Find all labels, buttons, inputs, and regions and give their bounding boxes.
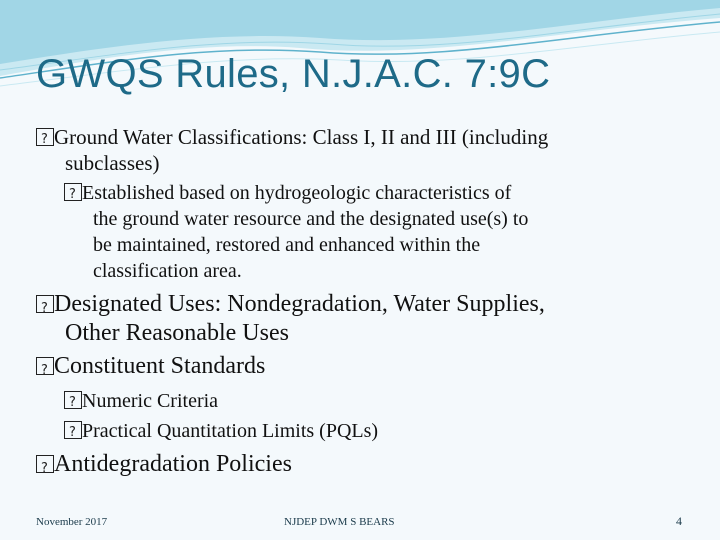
bullet-marker-icon: [36, 357, 54, 375]
bullet-text: Established based on hydrogeologic characteristics of: [82, 182, 512, 204]
sub-bullet-established: [64, 180, 528, 284]
bullet-text: Constituent Standards: [54, 353, 266, 379]
bullet-text: Ground Water Classifications: Class I, II and III (including: [54, 125, 549, 149]
bullet-text: Designated Uses: Nondegradation, Water Supplies,: [54, 291, 545, 317]
bullet-text: Antidegradation Policies: [54, 451, 292, 477]
bullet-marker-icon: [36, 295, 54, 313]
bullet-marker-icon: [64, 183, 82, 201]
bullet-text: Practical Quantitation Limits (PQLs): [82, 420, 379, 442]
bullet-classifications: [36, 124, 548, 176]
footer-center: NJDEP DWM S BEARS: [284, 516, 395, 528]
bullet-antidegradation: [36, 450, 292, 479]
bullet-marker-icon: [36, 128, 54, 146]
slide-title: GWQS Rules, N.J.A.C. 7:9C: [36, 52, 551, 96]
bullet-text-continued: subclasses): [65, 151, 160, 175]
sub-bullet-pqls: [64, 418, 378, 444]
bullet-text: Numeric Criteria: [82, 390, 219, 412]
bullet-marker-icon: [36, 455, 54, 473]
bullet-text-continued: be maintained, restored and enhanced within the: [93, 234, 481, 256]
bullet-marker-icon: [64, 421, 82, 439]
bullet-text-continued: Other Reasonable Uses: [65, 320, 289, 346]
footer-date: November 2017: [36, 516, 108, 528]
bullet-text-continued: classification area.: [93, 260, 242, 282]
bullet-text-continued: the ground water resource and the designated use(s) to: [93, 208, 529, 230]
sub-bullet-numeric-criteria: [64, 388, 218, 414]
bullet-constituent-standards: [36, 352, 265, 381]
page-number: 4: [676, 514, 682, 528]
bullet-marker-icon: [64, 391, 82, 409]
bullet-designated-uses: [36, 290, 545, 348]
